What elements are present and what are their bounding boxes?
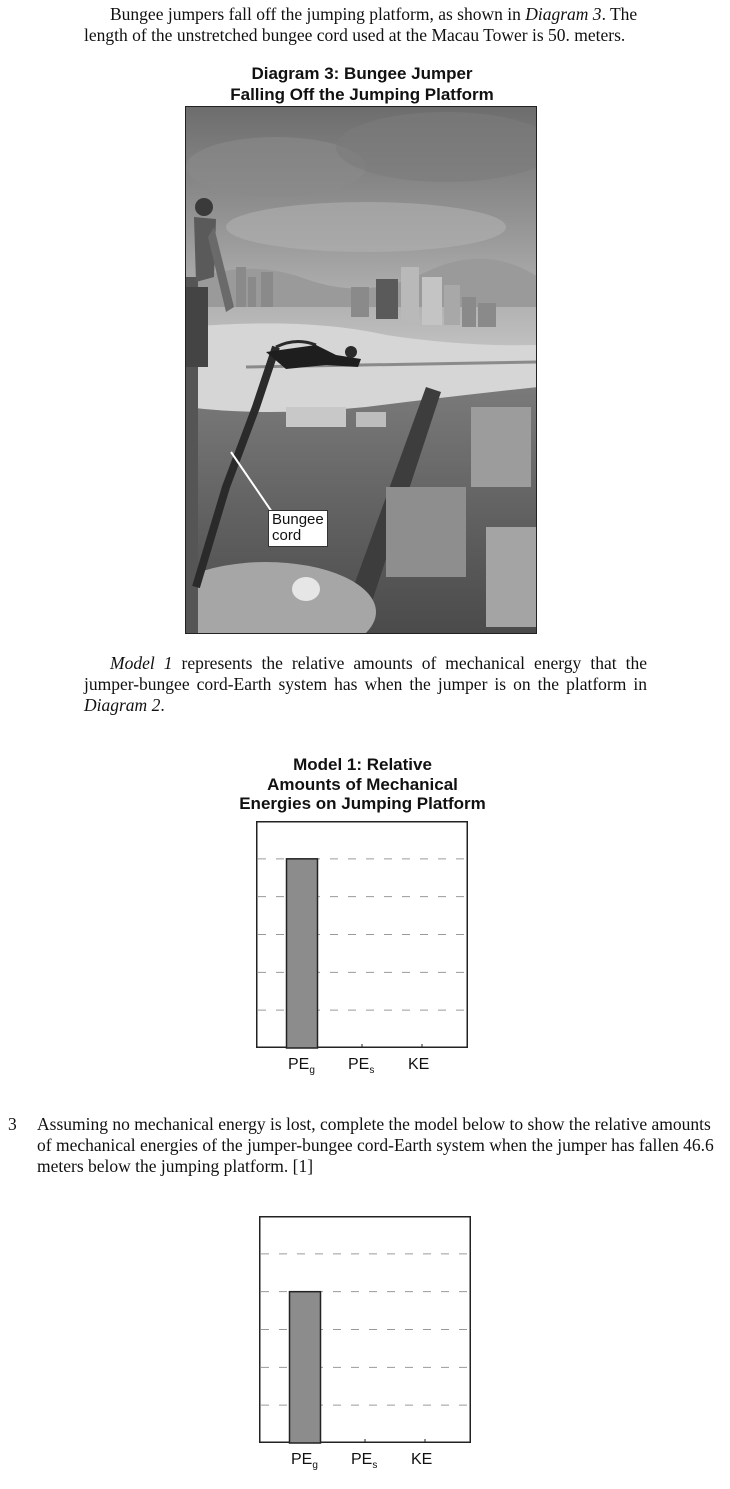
model-1-title-line-2: Amounts of Mechanical: [267, 774, 458, 794]
parking-lot: [471, 407, 531, 487]
model-1-title: [225, 755, 500, 814]
callout-line-1: Bungee: [272, 511, 324, 528]
answer-model-chart[interactable]: [259, 1216, 471, 1476]
x-label-peg: $PE_g$: [291, 1451, 318, 1472]
x-label-ke: KE: [411, 1451, 433, 1468]
bungee-cord-callout: [268, 510, 328, 547]
x-label-pes: $PE_s$: [351, 1451, 378, 1472]
diagram-3-title-line-1: Diagram 3: Bungee Jumper: [251, 64, 473, 83]
model-intro-text: represents the relative amounts of mechanical energy that the jumper-bungee cord-Earth system has when the jumper is on the platform in: [84, 653, 647, 694]
model-intro-paragraph: [84, 653, 647, 716]
diagram-2-reference: Diagram 2: [84, 695, 161, 715]
intro-text-start: Bungee jumpers fall off the jumping platform, as shown in: [110, 4, 526, 24]
model-1-reference: Model 1: [110, 653, 173, 673]
bar-peg[interactable]: [290, 1292, 321, 1443]
model-1-chart: [256, 821, 468, 1081]
bar-peg: [287, 859, 318, 1048]
intro-paragraph: [84, 4, 684, 46]
model-intro-end: .: [160, 695, 165, 715]
model-1-title-line-1: Model 1: Relative: [293, 755, 432, 774]
building-block: [356, 412, 386, 427]
bungee-photo-illustration: [186, 107, 537, 634]
x-label-ke: KE: [408, 1056, 430, 1073]
building-block: [286, 407, 346, 427]
cloud: [226, 202, 506, 252]
diagram-3-reference: Diagram 3: [525, 4, 602, 24]
x-label-peg: $PE_g$: [288, 1056, 315, 1077]
diagram-3-title-line-2: Falling Off the Jumping Platform: [230, 85, 494, 104]
x-label-pes: $PE_s$: [348, 1056, 375, 1077]
chart-svg: [256, 821, 468, 1049]
diagram-3-title: [185, 63, 539, 105]
vacant-lot: [486, 527, 537, 627]
bungee-jumper-photo: [185, 106, 537, 634]
intro-text-end: . The length of the unstretched bungee cord used at the Macau Tower is 50. meters.: [84, 4, 638, 45]
question-text: Assuming no mechanical energy is lost, complete the model below to show the relative amounts of mechanical energies of the jumper-bungee cord-Earth system when the jumper has fallen 46.6 meters below the jumping platform. [1]: [37, 1114, 714, 1176]
callout-line-2: cord: [272, 527, 302, 544]
dome: [292, 577, 320, 601]
question-number: 3: [8, 1114, 17, 1134]
model-1-title-line-3: Energies on Jumping Platform: [239, 794, 486, 813]
parking-lot: [386, 487, 466, 577]
chart-svg: [259, 1216, 471, 1444]
